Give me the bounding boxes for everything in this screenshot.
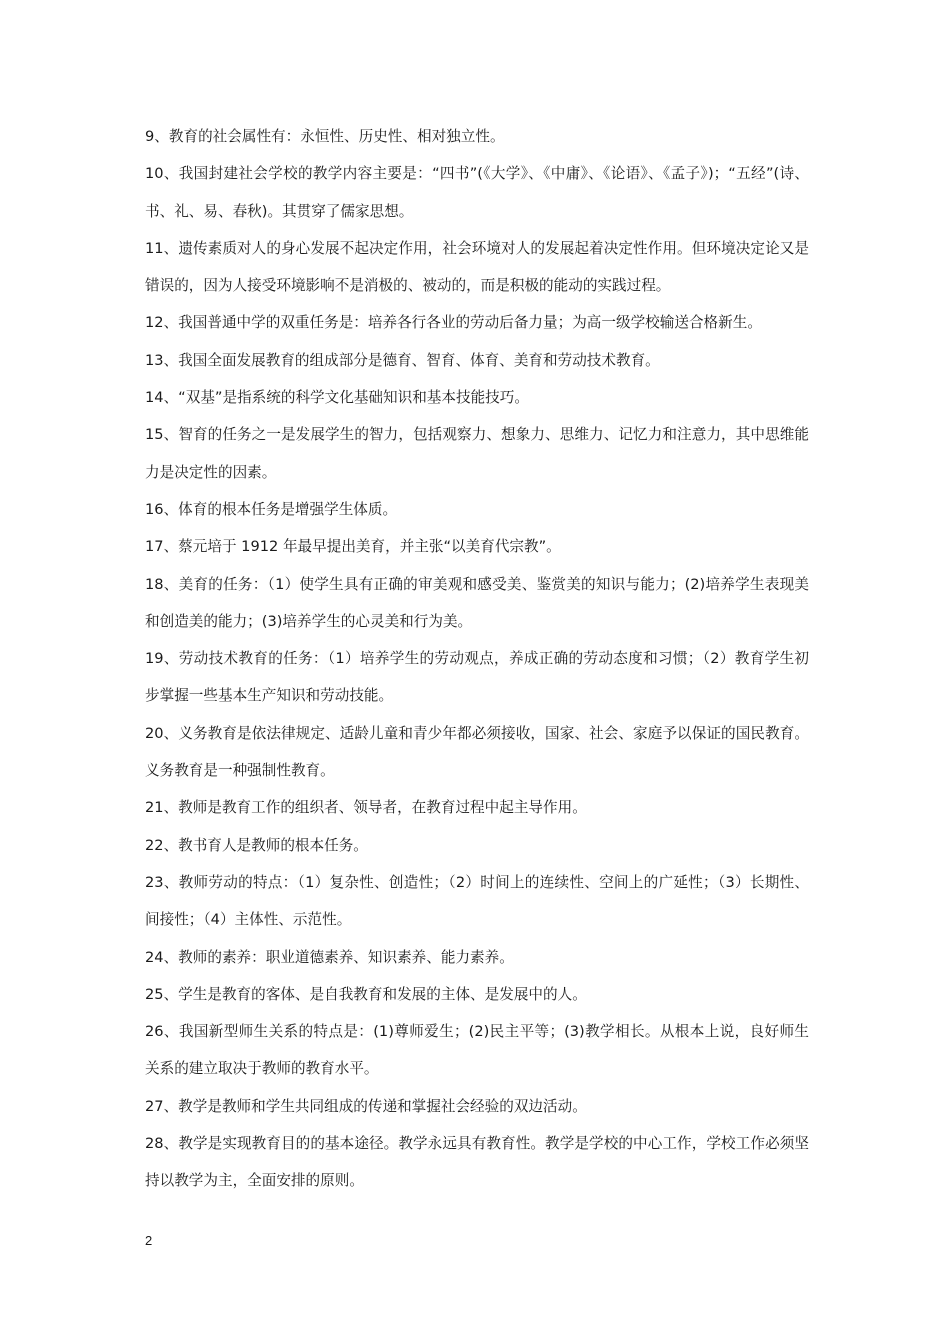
list-item: 28、教学是实现教育目的的基本途径。教学永远具有教育性。教学是学校的中心工作，学校工作必须坚持以教学为主，全面安排的原则。 — [145, 1135, 809, 1190]
page-number: 2 — [145, 1233, 153, 1248]
list-item: 21、教师是教育工作的组织者、领导者，在教育过程中起主导作用。 — [145, 799, 587, 817]
list-item: 22、教书育人是教师的根本任务。 — [145, 836, 368, 854]
list-item: 15、智育的任务之一是发展学生的智力，包括观察力、想象力、思维力、记忆力和注意力，其中思维能力是决定性的因素。 — [145, 426, 809, 481]
list-item: 24、教师的素养：职业道德素养、知识素养、能力素养。 — [145, 948, 514, 966]
list-item: 19、劳动技术教育的任务：（1）培养学生的劳动观点，养成正确的劳动态度和习惯；（2）教育学生初步掌握一些基本生产知识和劳动技能。 — [145, 650, 809, 705]
list-item: 18、美育的任务：（1）使学生具有正确的审美观和感受美、鉴赏美的知识与能力；(2)培养学生表现美和创造美的能力；(3)培养学生的心灵美和行为美。 — [145, 575, 809, 630]
list-item: 27、教学是教师和学生共同组成的传递和掌握社会经验的双边活动。 — [145, 1097, 587, 1115]
list-item: 12、我国普通中学的双重任务是：培养各行各业的劳动后备力量；为高一级学校输送合格新生。 — [145, 314, 762, 332]
list-item: 13、我国全面发展教育的组成部分是德育、智育、体育、美育和劳动技术教育。 — [145, 351, 660, 369]
list-item: 26、我国新型师生关系的特点是：(1)尊师爱生；(2)民主平等；(3)教学相长。从根本上说，良好师生关系的建立取决于教师的教育水平。 — [145, 1023, 809, 1078]
list-item: 17、蔡元培于 1912 年最早提出美育，并主张“以美育代宗教”。 — [145, 538, 561, 556]
list-item: 23、教师劳动的特点：（1）复杂性、创造性；（2）时间上的连续性、空间上的广延性；（3）长期性、间接性；（4）主体性、示范性。 — [145, 873, 809, 929]
list-item: 10、我国封建社会学校的教学内容主要是：“四书”(《大学》、《中庸》、《论语》、《孟子》)；“五经”(诗、书、礼、易、春秋)。其贯穿了儒家思想。 — [145, 165, 809, 220]
list-item: 20、义务教育是依法律规定、适龄儿童和青少年都必须接收，国家、社会、家庭予以保证的国民教育。义务教育是一种强制性教育。 — [145, 724, 809, 780]
list-item: 14、“双基”是指系统的科学文化基础知识和基本技能技巧。 — [145, 389, 529, 407]
list-item: 9、教育的社会属性有：永恒性、历史性、相对独立性。 — [145, 128, 505, 145]
document-body — [145, 118, 809, 1200]
list-item: 16、体育的根本任务是增强学生体质。 — [145, 500, 398, 518]
list-item: 25、学生是教育的客体、是自我教育和发展的主体、是发展中的人。 — [145, 985, 587, 1003]
list-item: 11、遗传素质对人的身心发展不起决定作用，社会环境对人的发展起着决定性作用。但环境决定论又是错误的，因为人接受环境影响不是消极的、被动的，而是积极的能动的实践过程。 — [145, 239, 809, 295]
